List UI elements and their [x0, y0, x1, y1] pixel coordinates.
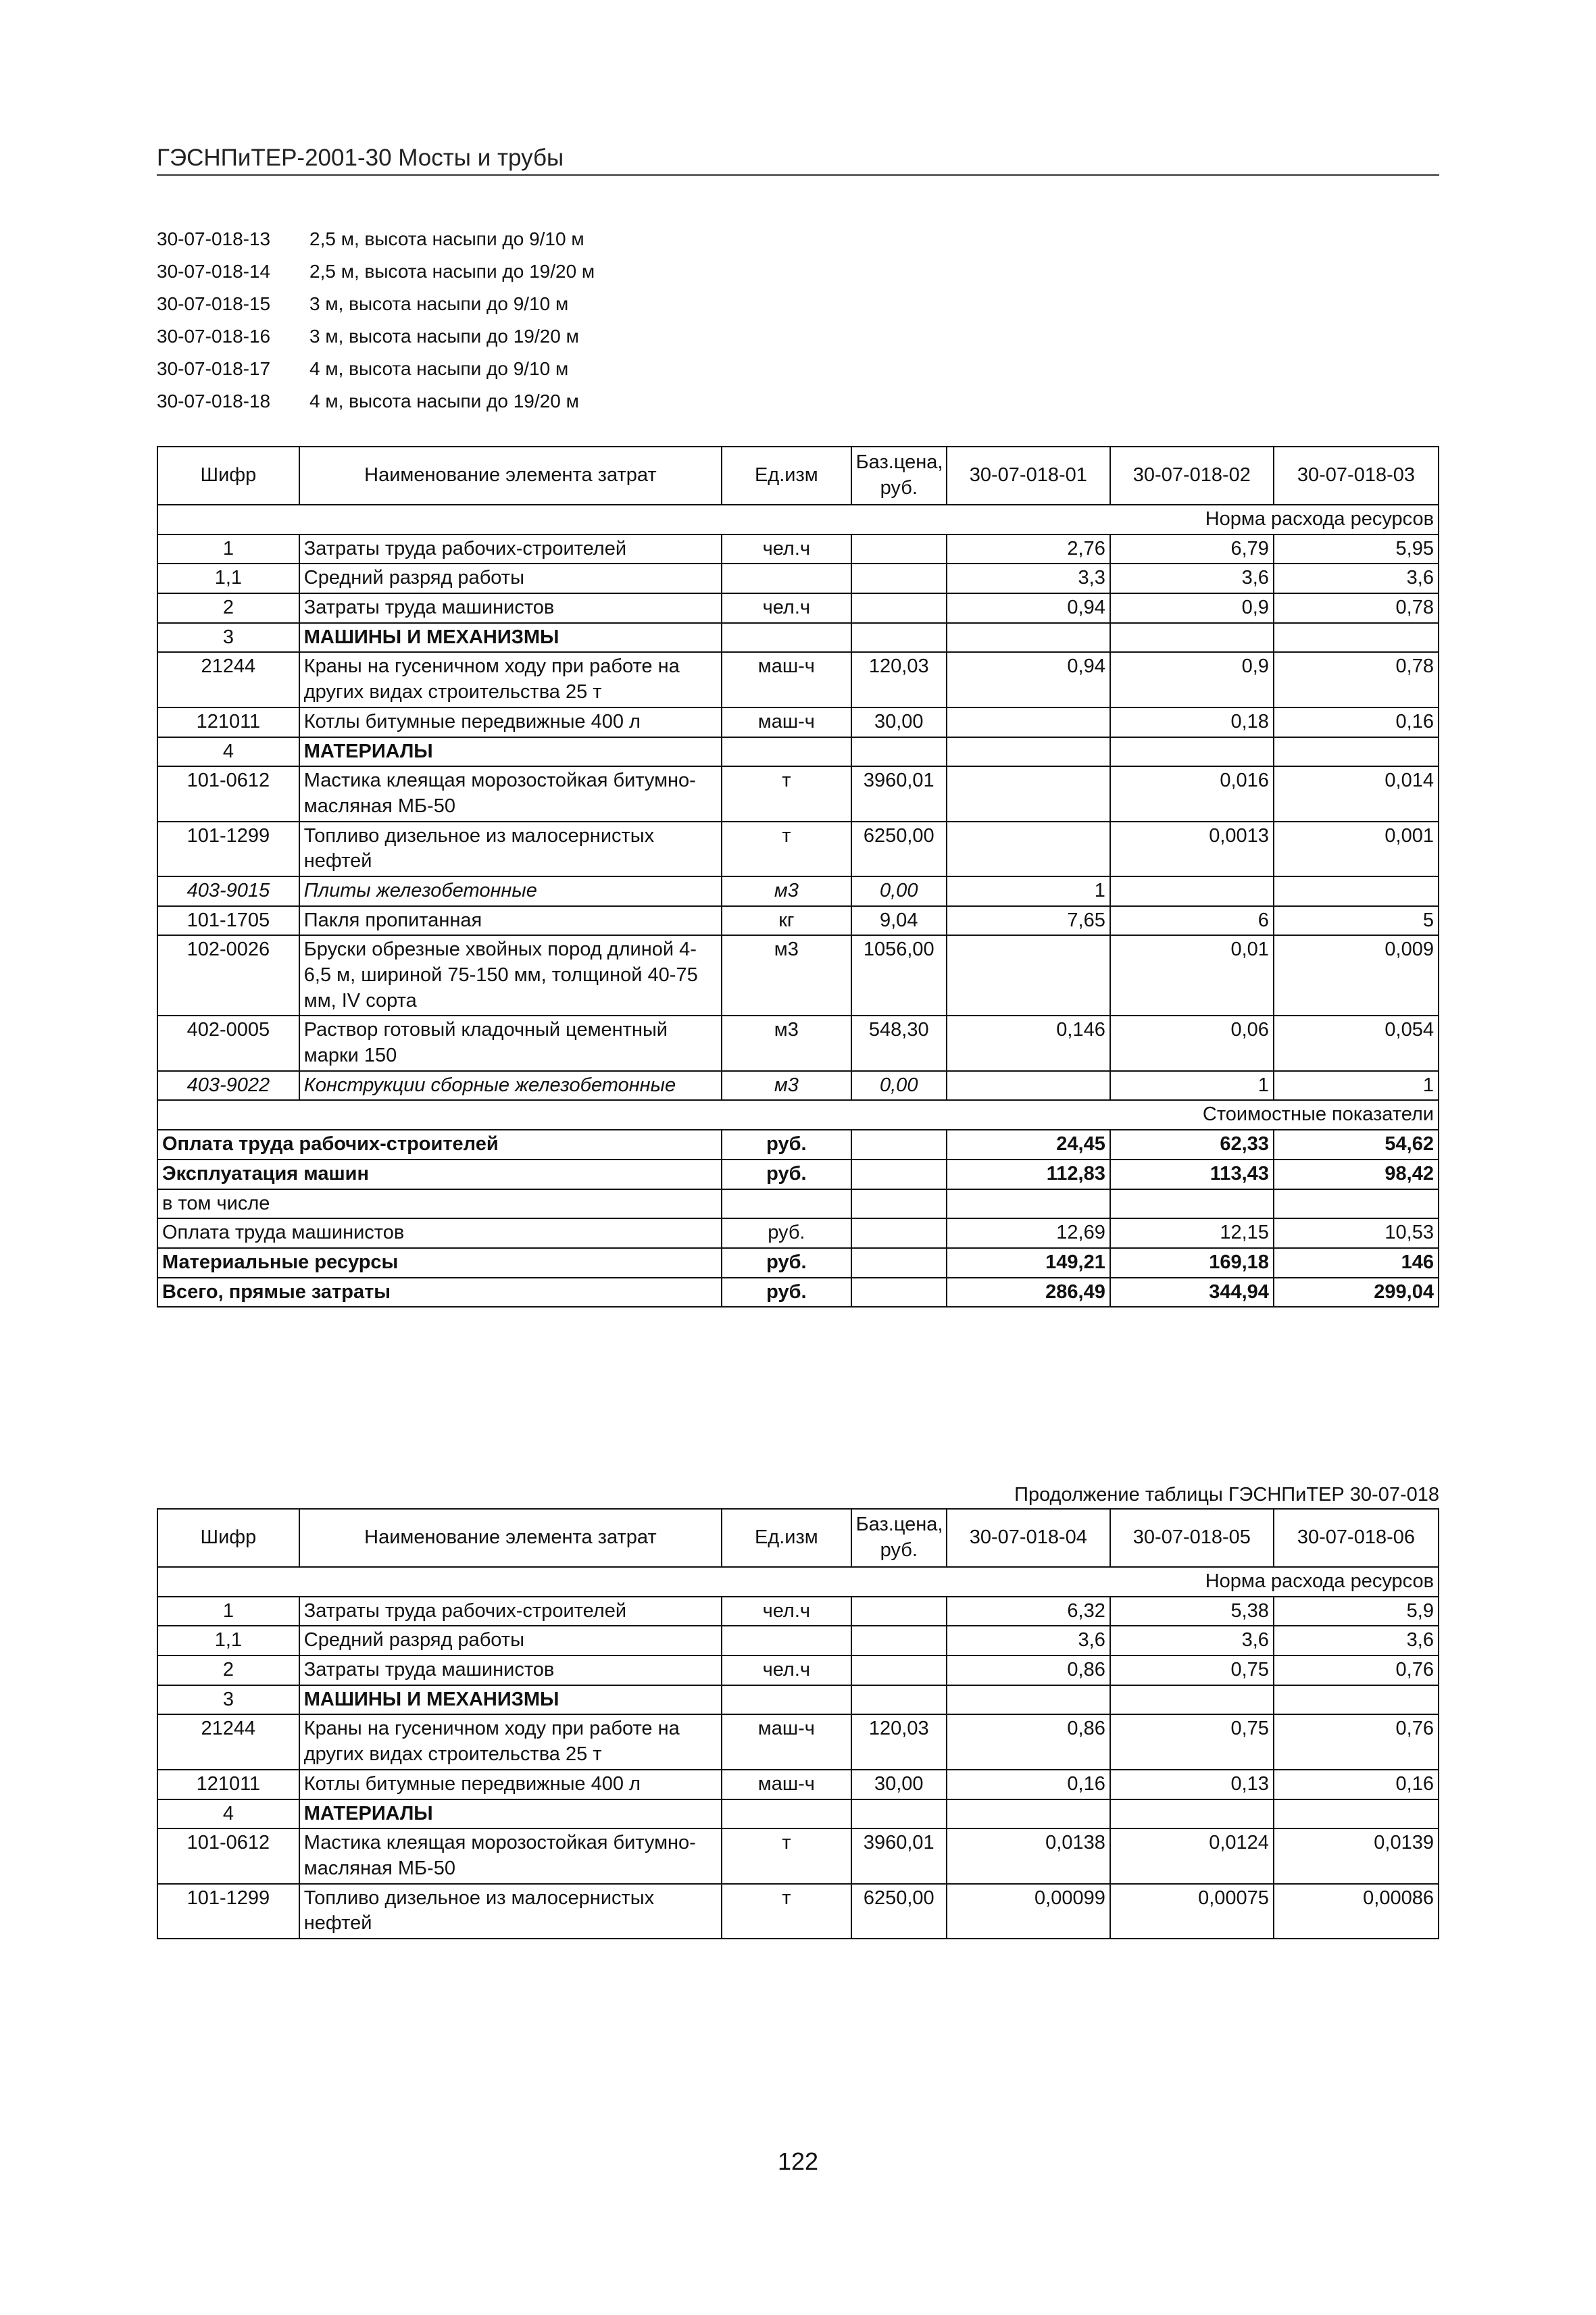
row-price — [851, 1799, 947, 1829]
row-value — [947, 766, 1110, 821]
cost-row — [157, 1248, 1439, 1278]
table-row — [157, 1626, 1439, 1656]
table-row — [157, 737, 1439, 767]
row-value: 0,76 — [1274, 1656, 1439, 1685]
col-header-norm: 30-07-018-03 — [1274, 447, 1439, 505]
row-value — [1110, 876, 1274, 906]
row-name: Бруски обрезные хвойных пород длиной 4-6,5 м, шириной 75-150 мм, толщиной 40-75 мм, IV сорта — [299, 935, 722, 1016]
row-name: Средний разряд работы — [299, 564, 722, 593]
row-name: МАШИНЫ И МЕХАНИЗМЫ — [299, 623, 722, 653]
table-row — [157, 1799, 1439, 1829]
cost-unit: руб. — [722, 1160, 851, 1189]
row-value — [947, 1799, 1110, 1829]
cost-value: 112,83 — [947, 1160, 1110, 1189]
intro-text: 2,5 м, высота насыпи до 19/20 м — [309, 261, 595, 282]
row-code: 403-9022 — [157, 1071, 299, 1101]
col-header-price: Баз.цена, руб. — [851, 1509, 947, 1567]
cost-value: 146 — [1274, 1248, 1439, 1278]
row-value: 6,32 — [947, 1597, 1110, 1626]
row-value — [1110, 1799, 1274, 1829]
row-value: 3,6 — [1110, 1626, 1274, 1656]
row-value: 0,86 — [947, 1656, 1110, 1685]
row-unit: т — [722, 822, 851, 876]
row-name: Котлы битумные передвижные 400 л — [299, 707, 722, 737]
row-price — [851, 1685, 947, 1715]
intro-row — [157, 293, 595, 326]
cost-value: 62,33 — [1110, 1130, 1274, 1160]
cost-value: 10,53 — [1274, 1218, 1439, 1248]
cost-unit: руб. — [722, 1218, 851, 1248]
row-value: 1 — [947, 876, 1110, 906]
row-value: 0,0013 — [1110, 822, 1274, 876]
row-code: 403-9015 — [157, 876, 299, 906]
row-name: Топливо дизельное из малосернистых нефтей — [299, 1884, 722, 1939]
table-row — [157, 1656, 1439, 1685]
row-price: 1056,00 — [851, 935, 947, 1016]
row-code: 3 — [157, 623, 299, 653]
row-price — [851, 593, 947, 623]
cost-row — [157, 1130, 1439, 1160]
row-value: 0,014 — [1274, 766, 1439, 821]
row-value: 0,86 — [947, 1714, 1110, 1769]
cost-value: 98,42 — [1274, 1160, 1439, 1189]
row-unit — [722, 1685, 851, 1715]
row-value — [1274, 1685, 1439, 1715]
row-name: МАТЕРИАЛЫ — [299, 737, 722, 767]
row-value: 1 — [1110, 1071, 1274, 1101]
row-value: 0,0139 — [1274, 1828, 1439, 1883]
cost-value: 299,04 — [1274, 1278, 1439, 1308]
row-code: 4 — [157, 1799, 299, 1829]
cost-row — [157, 1189, 1439, 1219]
cost-unit: руб. — [722, 1130, 851, 1160]
cost-unit — [722, 1189, 851, 1219]
row-value: 3,6 — [1110, 564, 1274, 593]
cost-value: 12,69 — [947, 1218, 1110, 1248]
row-price: 9,04 — [851, 906, 947, 936]
cost-price — [851, 1248, 947, 1278]
page-header: ГЭСНПиТЕР-2001-30 Мосты и трубы — [157, 145, 1439, 176]
cost-row — [157, 1278, 1439, 1308]
row-name: Затраты труда рабочих-строителей — [299, 534, 722, 564]
row-value: 0,9 — [1110, 652, 1274, 707]
table-row — [157, 1597, 1439, 1626]
row-unit: маш-ч — [722, 652, 851, 707]
row-value: 0,0138 — [947, 1828, 1110, 1883]
row-name: Плиты железобетонные — [299, 876, 722, 906]
intro-row — [157, 391, 595, 423]
row-unit: м3 — [722, 1071, 851, 1101]
cost-value: 149,21 — [947, 1248, 1110, 1278]
row-value: 1 — [1274, 1071, 1439, 1101]
intro-text: 2,5 м, высота насыпи до 9/10 м — [309, 228, 584, 249]
row-value — [947, 935, 1110, 1016]
row-value: 2,76 — [947, 534, 1110, 564]
table-row — [157, 1071, 1439, 1101]
row-price: 6250,00 — [851, 822, 947, 876]
row-value: 0,0124 — [1110, 1828, 1274, 1883]
intro-code: 30-07-018-14 — [157, 261, 271, 282]
cost-value: 344,94 — [1110, 1278, 1274, 1308]
table-row — [157, 1016, 1439, 1070]
row-value: 3,6 — [1274, 564, 1439, 593]
row-code: 3 — [157, 1685, 299, 1715]
row-price — [851, 623, 947, 653]
intro-code: 30-07-018-15 — [157, 293, 271, 314]
row-value: 0,054 — [1274, 1016, 1439, 1070]
row-value: 6,79 — [1110, 534, 1274, 564]
cost-row — [157, 1160, 1439, 1189]
row-value: 0,016 — [1110, 766, 1274, 821]
table-row — [157, 906, 1439, 936]
col-header-norm: 30-07-018-06 — [1274, 1509, 1439, 1567]
table-row — [157, 935, 1439, 1016]
row-value: 0,16 — [947, 1770, 1110, 1799]
col-header-code: Шифр — [157, 1509, 299, 1567]
cost-name: Оплата труда рабочих-строителей — [157, 1130, 722, 1160]
cost-price — [851, 1189, 947, 1219]
table-row — [157, 1714, 1439, 1769]
col-header-price: Баз.цена, руб. — [851, 447, 947, 505]
row-code: 1,1 — [157, 1626, 299, 1656]
table-row — [157, 1828, 1439, 1883]
row-unit: чел.ч — [722, 534, 851, 564]
table-row — [157, 534, 1439, 564]
row-name: МАТЕРИАЛЫ — [299, 1799, 722, 1829]
row-code: 121011 — [157, 707, 299, 737]
row-price — [851, 737, 947, 767]
row-value — [1274, 1799, 1439, 1829]
row-price — [851, 564, 947, 593]
row-price: 120,03 — [851, 652, 947, 707]
row-value: 0,009 — [1274, 935, 1439, 1016]
intro-row — [157, 358, 595, 391]
row-code: 21244 — [157, 652, 299, 707]
col-header-norm: 30-07-018-04 — [947, 1509, 1110, 1567]
table-row — [157, 766, 1439, 821]
intro-row — [157, 261, 595, 293]
intro-row — [157, 326, 595, 358]
col-header-name: Наименование элемента затрат — [299, 447, 722, 505]
row-price: 6250,00 — [851, 1884, 947, 1939]
row-code: 2 — [157, 593, 299, 623]
row-value — [947, 707, 1110, 737]
row-code: 101-0612 — [157, 1828, 299, 1883]
row-unit: т — [722, 1884, 851, 1939]
intro-code: 30-07-018-18 — [157, 391, 271, 412]
row-unit: т — [722, 1828, 851, 1883]
row-price — [851, 1656, 947, 1685]
intro-list — [157, 228, 595, 423]
cost-unit: руб. — [722, 1248, 851, 1278]
row-name: Затраты труда машинистов — [299, 593, 722, 623]
row-unit — [722, 564, 851, 593]
col-header-name: Наименование элемента затрат — [299, 1509, 722, 1567]
col-header-unit: Ед.изм — [722, 1509, 851, 1567]
row-name: Мастика клеящая морозостойкая битумно-масляная МБ-50 — [299, 1828, 722, 1883]
row-value: 0,94 — [947, 652, 1110, 707]
row-value — [947, 822, 1110, 876]
table-row — [157, 822, 1439, 876]
row-value: 3,6 — [1274, 1626, 1439, 1656]
row-price: 0,00 — [851, 876, 947, 906]
row-value: 3,6 — [947, 1626, 1110, 1656]
cost-row — [157, 1218, 1439, 1248]
row-value — [1110, 737, 1274, 767]
row-unit: чел.ч — [722, 1656, 851, 1685]
row-value — [1110, 623, 1274, 653]
row-unit: т — [722, 766, 851, 821]
row-code: 102-0026 — [157, 935, 299, 1016]
row-code: 101-1299 — [157, 822, 299, 876]
row-name: МАШИНЫ И МЕХАНИЗМЫ — [299, 1685, 722, 1715]
cost-value: 113,43 — [1110, 1160, 1274, 1189]
row-value: 0,01 — [1110, 935, 1274, 1016]
row-value: 0,00075 — [1110, 1884, 1274, 1939]
row-value: 0,001 — [1274, 822, 1439, 876]
row-price: 30,00 — [851, 707, 947, 737]
row-name: Краны на гусеничном ходу при работе на других видах строительства 25 т — [299, 652, 722, 707]
cost-name: Эксплуатация машин — [157, 1160, 722, 1189]
row-price — [851, 534, 947, 564]
row-value: 0,06 — [1110, 1016, 1274, 1070]
cost-value: 12,15 — [1110, 1218, 1274, 1248]
row-unit: маш-ч — [722, 707, 851, 737]
row-value: 7,65 — [947, 906, 1110, 936]
row-value: 0,18 — [1110, 707, 1274, 737]
row-value: 5,38 — [1110, 1597, 1274, 1626]
row-code: 4 — [157, 737, 299, 767]
col-header-norm: 30-07-018-01 — [947, 447, 1110, 505]
table-row — [157, 623, 1439, 653]
row-unit: м3 — [722, 876, 851, 906]
intro-text: 4 м, высота насыпи до 9/10 м — [309, 358, 569, 379]
row-value — [947, 737, 1110, 767]
row-code: 121011 — [157, 1770, 299, 1799]
row-value: 6 — [1110, 906, 1274, 936]
resource-table-2 — [157, 1508, 1439, 1939]
table-row — [157, 593, 1439, 623]
row-value — [947, 1071, 1110, 1101]
row-code: 101-1299 — [157, 1884, 299, 1939]
intro-row — [157, 228, 595, 261]
row-value — [947, 1685, 1110, 1715]
page-number: 122 — [777, 2147, 819, 2175]
col-header-unit: Ед.изм — [722, 447, 851, 505]
row-unit: м3 — [722, 1016, 851, 1070]
row-value: 0,00086 — [1274, 1884, 1439, 1939]
row-value — [1274, 623, 1439, 653]
row-value: 0,16 — [1274, 707, 1439, 737]
table-row — [157, 707, 1439, 737]
norm-label: Норма расхода ресурсов — [157, 505, 1439, 534]
row-price: 548,30 — [851, 1016, 947, 1070]
row-unit: маш-ч — [722, 1770, 851, 1799]
row-value: 0,00099 — [947, 1884, 1110, 1939]
row-name: Затраты труда рабочих-строителей — [299, 1597, 722, 1626]
col-header-norm: 30-07-018-02 — [1110, 447, 1274, 505]
row-price: 3960,01 — [851, 766, 947, 821]
row-unit — [722, 1626, 851, 1656]
intro-code: 30-07-018-16 — [157, 326, 271, 347]
col-header-norm: 30-07-018-05 — [1110, 1509, 1274, 1567]
table-row — [157, 1884, 1439, 1939]
intro-text: 3 м, высота насыпи до 19/20 м — [309, 326, 579, 347]
row-value — [1274, 876, 1439, 906]
row-name: Конструкции сборные железобетонные — [299, 1071, 722, 1101]
row-code: 101-1705 — [157, 906, 299, 936]
row-name: Средний разряд работы — [299, 1626, 722, 1656]
row-name: Затраты труда машинистов — [299, 1656, 722, 1685]
intro-text: 4 м, высота насыпи до 19/20 м — [309, 391, 579, 412]
cost-value: 169,18 — [1110, 1248, 1274, 1278]
cost-price — [851, 1218, 947, 1248]
row-value: 0,76 — [1274, 1714, 1439, 1769]
row-code: 402-0005 — [157, 1016, 299, 1070]
cost-name: Оплата труда машинистов — [157, 1218, 722, 1248]
row-value — [1274, 737, 1439, 767]
row-name: Мастика клеящая морозостойкая битумно-масляная МБ-50 — [299, 766, 722, 821]
row-value: 5,95 — [1274, 534, 1439, 564]
row-value: 0,146 — [947, 1016, 1110, 1070]
table-row — [157, 1685, 1439, 1715]
cost-name: Материальные ресурсы — [157, 1248, 722, 1278]
row-unit — [722, 1799, 851, 1829]
cost-unit: руб. — [722, 1278, 851, 1308]
row-unit: чел.ч — [722, 1597, 851, 1626]
row-value: 0,94 — [947, 593, 1110, 623]
row-unit: кг — [722, 906, 851, 936]
cost-label: Стоимостные показатели — [157, 1100, 1439, 1130]
table-row — [157, 876, 1439, 906]
row-value: 0,16 — [1274, 1770, 1439, 1799]
intro-text: 3 м, высота насыпи до 9/10 м — [309, 293, 569, 314]
row-name: Топливо дизельное из малосернистых нефтей — [299, 822, 722, 876]
row-code: 21244 — [157, 1714, 299, 1769]
cost-value: 286,49 — [947, 1278, 1110, 1308]
row-code: 101-0612 — [157, 766, 299, 821]
row-value: 0,13 — [1110, 1770, 1274, 1799]
table-row — [157, 652, 1439, 707]
row-value — [947, 623, 1110, 653]
row-value — [1110, 1685, 1274, 1715]
cost-price — [851, 1160, 947, 1189]
continuation-caption: Продолжение таблицы ГЭСНПиТЕР 30-07-018 — [1014, 1484, 1439, 1505]
row-code: 1,1 — [157, 564, 299, 593]
cost-name: Всего, прямые затраты — [157, 1278, 722, 1308]
row-unit — [722, 623, 851, 653]
resource-table-1 — [157, 446, 1439, 1308]
row-unit: м3 — [722, 935, 851, 1016]
table-row — [157, 1770, 1439, 1799]
row-value: 5,9 — [1274, 1597, 1439, 1626]
row-code: 1 — [157, 1597, 299, 1626]
cost-value: 54,62 — [1274, 1130, 1439, 1160]
norm-label: Норма расхода ресурсов — [157, 1567, 1439, 1597]
cost-price — [851, 1278, 947, 1308]
row-unit: чел.ч — [722, 593, 851, 623]
row-value: 5 — [1274, 906, 1439, 936]
row-name: Раствор готовый кладочный цементный марки 150 — [299, 1016, 722, 1070]
row-name: Пакля пропитанная — [299, 906, 722, 936]
row-price — [851, 1626, 947, 1656]
cost-value — [1110, 1189, 1274, 1219]
row-price: 3960,01 — [851, 1828, 947, 1883]
intro-code: 30-07-018-13 — [157, 228, 271, 249]
row-value: 3,3 — [947, 564, 1110, 593]
row-name: Краны на гусеничном ходу при работе на других видах строительства 25 т — [299, 1714, 722, 1769]
cost-name: в том числе — [157, 1189, 722, 1219]
row-price: 0,00 — [851, 1071, 947, 1101]
table-row — [157, 564, 1439, 593]
row-price — [851, 1597, 947, 1626]
row-value: 0,75 — [1110, 1714, 1274, 1769]
intro-code: 30-07-018-17 — [157, 358, 271, 379]
row-price: 120,03 — [851, 1714, 947, 1769]
row-price: 30,00 — [851, 1770, 947, 1799]
col-header-code: Шифр — [157, 447, 299, 505]
row-code: 1 — [157, 534, 299, 564]
cost-value: 24,45 — [947, 1130, 1110, 1160]
row-value: 0,9 — [1110, 593, 1274, 623]
row-unit: маш-ч — [722, 1714, 851, 1769]
cost-value — [947, 1189, 1110, 1219]
row-unit — [722, 737, 851, 767]
row-name: Котлы битумные передвижные 400 л — [299, 1770, 722, 1799]
row-value: 0,78 — [1274, 593, 1439, 623]
row-code: 2 — [157, 1656, 299, 1685]
cost-price — [851, 1130, 947, 1160]
row-value: 0,78 — [1274, 652, 1439, 707]
row-value: 0,75 — [1110, 1656, 1274, 1685]
cost-value — [1274, 1189, 1439, 1219]
